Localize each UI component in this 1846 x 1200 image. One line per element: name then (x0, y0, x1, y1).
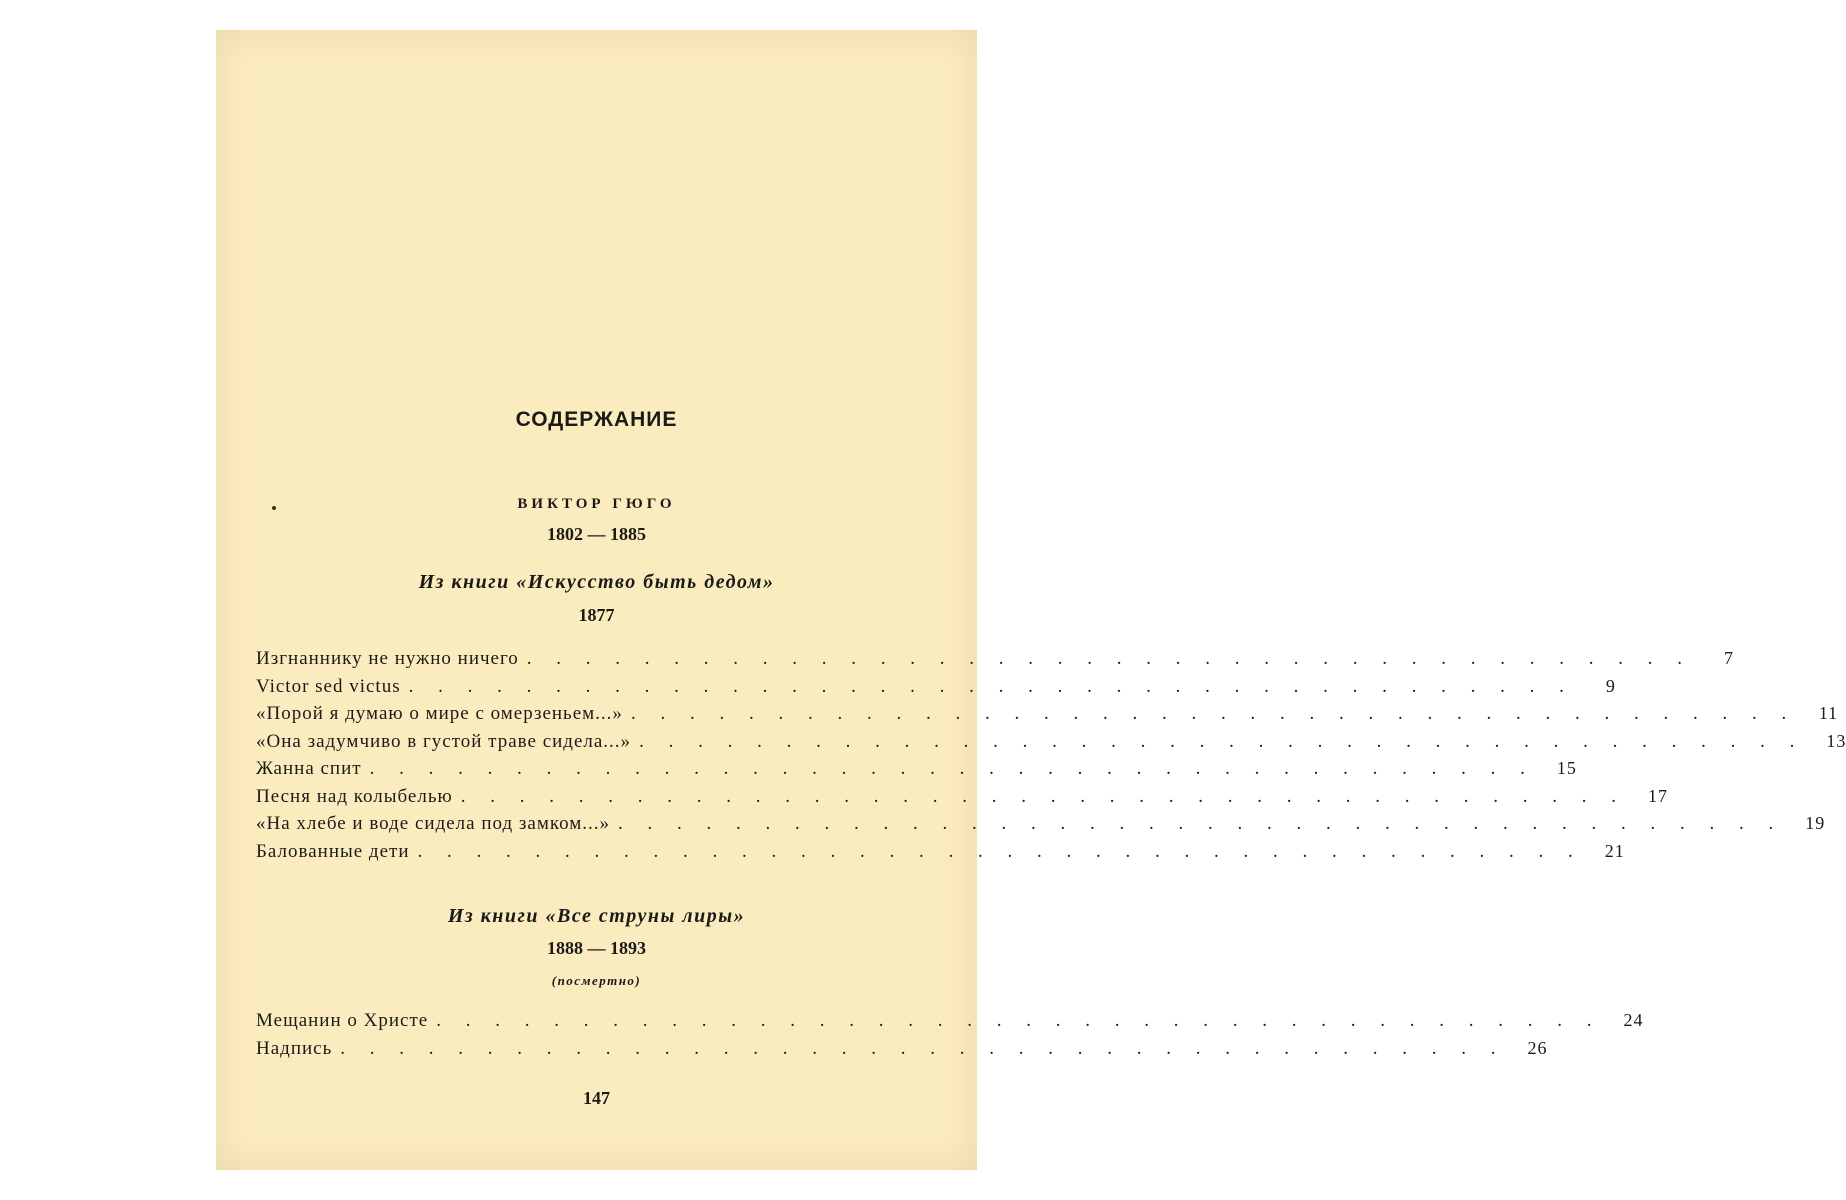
entry-page: 26 (1527, 1037, 1548, 1058)
leader-dots: . . . . . . . . . . . . . . . . . . . . . . . . . . . . . . . . . . . . . . . . (526, 648, 1693, 669)
toc-entry (256, 730, 1846, 759)
leader-dots: . . . . . . . . . . . . . . . . . . . . . . . . . . . . . . . . . . . . . . . . (630, 703, 1797, 724)
section-note: (посмертно) (551, 973, 642, 988)
entry-page: 21 (1604, 840, 1625, 861)
book-page (216, 30, 1846, 1170)
entry-page: 9 (1605, 675, 1616, 696)
toc-entry (256, 813, 1826, 841)
entry-page: 19 (1805, 813, 1826, 833)
entry-title: Мещанин о Христе (256, 1010, 429, 1031)
entry-title: Жанна спит (256, 758, 362, 779)
entry-title: Балованные дети (256, 840, 410, 862)
toc-entry (256, 648, 1735, 676)
toc-entry (256, 840, 1625, 869)
leader-dots: . . . . . . . . . . . . . . . . . . . . . . . . . . . . . . . . . . . . . . . . (369, 758, 1535, 779)
leader-dots: . . . . . . . . . . . . . . . . . . . . . . . . . . . . . . . . . . . . . . . . (417, 840, 1583, 862)
contents-heading: СОДЕРЖАНИЕ (515, 408, 678, 431)
entry-list (256, 648, 1846, 868)
section-years: 1877 (578, 605, 615, 625)
toc-entry (256, 675, 1616, 704)
toc-entry (256, 703, 1839, 731)
leader-dots: . . . . . . . . . . . . . . . . . . . . . . . . . . . . . . . . . . . . . . . . (340, 1037, 1506, 1059)
section-title: Из книги «Искусство быть дедом» (418, 571, 775, 593)
entry-page: 15 (1556, 758, 1577, 778)
leader-dots: . . . . . . . . . . . . . . . . . . . . . . . . . . . . . . . . . . . . . . . . (408, 675, 1574, 697)
leader-dots: . . . . . . . . . . . . . . . . . . . . . . . . . . . . . . . . . . . . . . . . (618, 813, 1784, 834)
toc-entry (256, 785, 1668, 814)
toc-entry (256, 1037, 1548, 1066)
entry-title: Victor sed victus (256, 675, 401, 697)
toc-entry (256, 1010, 1644, 1038)
toc-entry (256, 758, 1577, 786)
entry-title: «Порой я думаю о мире с омерзеньем...» (256, 703, 623, 724)
section-years: 1888 — 1893 (547, 938, 646, 958)
page-number: 147 (583, 1088, 610, 1108)
leader-dots: . . . . . . . . . . . . . . . . . . . . . . . . . . . . . . . . . . . . . . . . (460, 785, 1626, 807)
author-name: ВИКТОР ГЮГО (517, 496, 676, 512)
entry-title: Изгнаннику не нужно ничего (256, 648, 519, 669)
author-years: 1802 — 1885 (547, 524, 646, 544)
entry-title: Надпись (256, 1037, 333, 1059)
entry-page: 17 (1647, 785, 1668, 806)
entry-page: 24 (1623, 1010, 1644, 1030)
leader-dots: . . . . . . . . . . . . . . . . . . . . . . . . . . . . . . . . . . . . . . . . (436, 1010, 1602, 1031)
entry-page: 7 (1724, 648, 1735, 668)
entry-page: 11 (1818, 703, 1839, 723)
leader-dots: . . . . . . . . . . . . . . . . . . . . . . . . . . . . . . . . . . . . . . . . (639, 730, 1805, 752)
section-title: Из книги «Все струны лиры» (447, 905, 746, 927)
entry-page: 13 (1826, 730, 1846, 751)
entry-title: Песня над колыбелью (256, 785, 453, 807)
entry-title: «На хлебе и воде сидела под замком...» (256, 813, 611, 834)
entry-list (256, 1010, 1644, 1065)
entry-title: «Она задумчиво в густой траве сидела...» (256, 730, 632, 752)
